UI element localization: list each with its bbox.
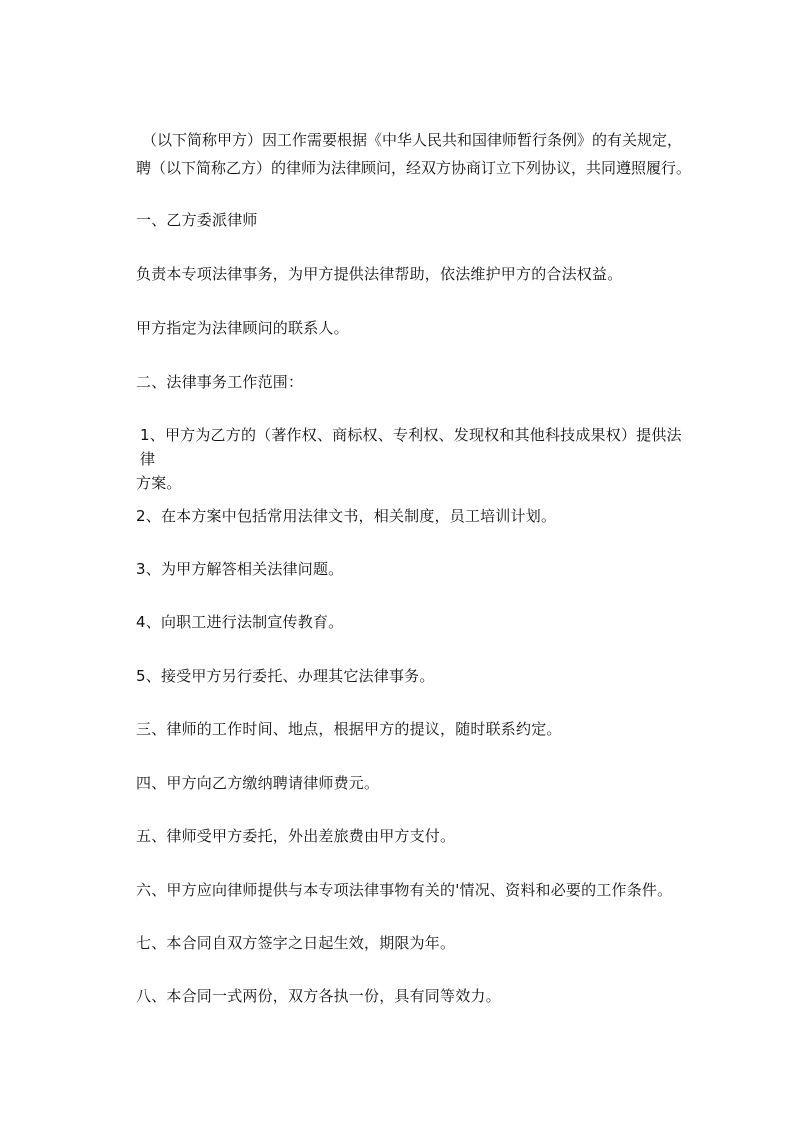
scope-item-1-line-1: 1、甲方为乙方的（著作权、商标权、专利权、发现权和其他科技成果权）提供法律 [140, 426, 682, 468]
intro-line-1: （以下简称甲方）因工作需要根据《中华人民共和国律师暂行条例》的有关规定， [142, 131, 683, 149]
scope-item-2: 2、在本方案中包括常用法律文书，相关制度，员工培训计划。 [136, 507, 557, 525]
section-4: 四、甲方向乙方缴纳聘请律师费元。 [136, 774, 380, 792]
section-2-title: 二、法律事务工作范围： [136, 373, 304, 391]
section-1-paragraph-2: 甲方指定为法律顾问的联系人。 [136, 319, 349, 337]
section-5: 五、律师受甲方委托，外出差旅费由甲方支付。 [136, 827, 456, 845]
scope-item-4: 4、向职工进行法制宣传教育。 [136, 613, 344, 631]
scope-item-1-line-2: 方案。 [136, 474, 182, 492]
intro-line-2: 聘（以下简称乙方）的律师为法律顾问，经双方协商订立下列协议，共同遵照履行。 [136, 159, 692, 177]
section-8: 八、本合同一式两份，双方各执一份，具有同等效力。 [136, 987, 501, 1005]
section-7: 七、本合同自双方签字之日起生效，期限为年。 [136, 934, 456, 952]
scope-item-1 [136, 423, 696, 495]
scope-item-5: 5、接受甲方另行委托、办理其它法律事务。 [136, 667, 435, 685]
section-1-paragraph-1: 负责本专项法律事务，为甲方提供法律帮助，依法维护甲方的合法权益。 [136, 265, 623, 283]
scope-item-3: 3、为甲方解答相关法律问题。 [136, 560, 344, 578]
section-3: 三、律师的工作时间、地点，根据甲方的提议，随时联系约定。 [136, 720, 562, 738]
section-1-title: 一、乙方委派律师 [136, 211, 258, 229]
section-6: 六、甲方应向律师提供与本专项法律事物有关的'情况、资料和必要的工作条件。 [136, 881, 673, 899]
